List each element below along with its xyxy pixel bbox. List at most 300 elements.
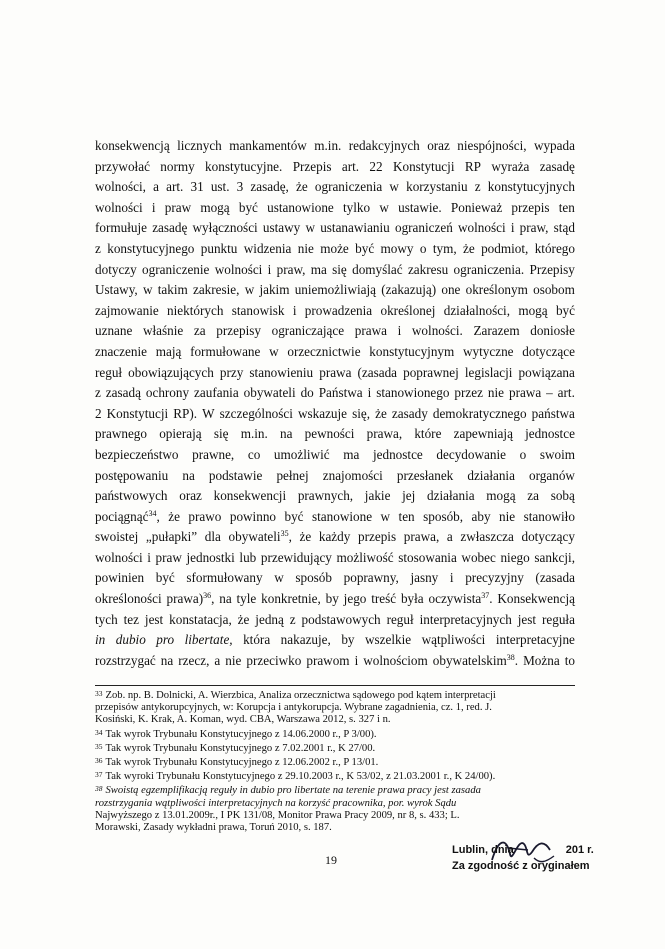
footnote-ref: 38 <box>506 652 515 662</box>
word: w <box>142 282 153 298</box>
word: wolności <box>95 199 143 215</box>
text-line <box>95 198 575 219</box>
footnote-line: 36 Tak wyrok Trybunału Konstytucyjnego z 12.06.2002 r., P 13/01. <box>95 756 379 769</box>
word: może <box>320 240 349 256</box>
text-line <box>95 157 575 178</box>
word: ustawie. <box>398 199 442 215</box>
word: prawa <box>354 323 387 339</box>
word: (zakazują) <box>381 282 437 298</box>
word: konstytucyjne. <box>205 158 283 174</box>
word: ograniczeń <box>394 220 453 236</box>
text-line <box>95 363 575 384</box>
word: zaufania <box>194 385 239 401</box>
word: Państwa <box>318 385 363 401</box>
word: w <box>269 343 279 359</box>
word: treść <box>371 591 397 607</box>
text-line <box>95 507 575 528</box>
word: zasadą <box>105 385 141 401</box>
word: którego <box>534 240 575 256</box>
word: prawo <box>188 508 222 524</box>
word: do <box>300 385 314 401</box>
word: oraz <box>179 488 202 504</box>
word: ochrony <box>145 385 190 401</box>
word: widzenia <box>243 240 292 256</box>
footnote-number: 34 <box>95 727 103 737</box>
word: praw <box>164 199 192 215</box>
word: rzecz, <box>178 652 210 668</box>
word: właśnie <box>142 323 184 339</box>
word: podstawowych <box>301 611 381 627</box>
word: m.in. <box>240 426 268 442</box>
word: Przepis <box>292 158 332 174</box>
word: prawom <box>306 652 350 668</box>
word: licznych <box>177 138 222 153</box>
word: ustanawianiu <box>320 220 390 236</box>
word: in <box>95 632 106 648</box>
word: się, <box>352 405 371 421</box>
word: że <box>296 179 308 195</box>
word: korzystaniu <box>406 179 468 195</box>
word: uniemożliwiają <box>294 282 376 298</box>
word: reguła <box>542 611 575 627</box>
footnote-line: 37 Tak wyroki Trybunału Konstytucyjnego z 29.10.2003 r., K 53/02, z 21.03.2001 r., K 24/00). <box>95 770 496 783</box>
word: państwa <box>531 405 575 421</box>
word: jedną <box>255 611 284 627</box>
word: prawnych, <box>297 488 354 504</box>
text-line <box>95 466 575 487</box>
word: organów <box>529 467 575 483</box>
word: a <box>214 652 221 668</box>
word: ma <box>343 446 360 462</box>
word: 31 <box>190 179 204 195</box>
word: przewidujący <box>260 549 332 565</box>
word: interpretacyjne <box>495 632 575 648</box>
word: wytyczne <box>463 343 514 359</box>
word: na <box>279 426 293 442</box>
word: takim <box>157 282 188 298</box>
word: działania <box>427 488 475 504</box>
word: swoistej <box>95 529 139 545</box>
word: w <box>379 199 389 215</box>
word: powinno <box>229 508 276 524</box>
footnote-ref: 36 <box>203 591 212 601</box>
word: sposób, <box>423 508 464 524</box>
word: ma <box>310 261 327 277</box>
text-line <box>95 568 575 589</box>
word: dla <box>204 529 221 545</box>
word: być <box>355 240 375 256</box>
word: praw, <box>276 261 306 277</box>
word: nie <box>297 240 314 256</box>
word: orzecznictwie <box>287 343 361 359</box>
certification-stamp <box>452 842 594 874</box>
word: że <box>168 508 180 524</box>
word: konstytucyjnych <box>487 179 575 195</box>
word: konsekwencją <box>95 138 170 153</box>
word: niektórych <box>167 302 224 318</box>
footnote-ref: 35 <box>280 529 289 539</box>
word: wyłączności <box>192 220 258 236</box>
word: i <box>510 220 515 236</box>
word: 22 <box>369 158 383 174</box>
footnote-number: 33 <box>95 689 103 698</box>
word: działania <box>467 467 515 483</box>
word: możliwość <box>336 549 394 565</box>
word: jego <box>343 591 367 607</box>
word: demokratycznego <box>432 405 527 421</box>
word: wyraża <box>491 158 530 174</box>
footnote-line: 33 Zob. np. B. Dolnicki, A. Wierzbica, Analiza orzecznictwa sądowego pod kątem interpretacji <box>95 689 496 701</box>
footnote-number: 37 <box>95 770 103 780</box>
word: tez <box>123 611 139 627</box>
word: nie <box>225 652 242 668</box>
word: podstawie <box>208 467 263 483</box>
word: znajomości <box>322 467 383 483</box>
footnote-line: 35 Tak wyrok Trybunału Konstytucyjnego z 7.02.2001 r., K 27/00. <box>95 741 376 754</box>
word: W <box>202 405 215 421</box>
word: to <box>564 652 575 668</box>
word: art. <box>557 385 575 401</box>
word: konsekwencji <box>213 488 287 504</box>
word: mogą <box>518 302 548 318</box>
word: podmiot, <box>481 240 529 256</box>
word: i <box>367 385 372 401</box>
word: umożliwić <box>273 446 330 462</box>
word: i <box>354 652 359 668</box>
footnote-line: przepisów antykorupcyjnych, w: Korupcja i antykorupcja. Wybrane zagadnienia, cz. 1, red. J. <box>95 702 492 714</box>
word: dotyczy <box>95 261 137 277</box>
word: mogą <box>200 199 230 215</box>
word: one <box>441 282 461 298</box>
footnote-number: 36 <box>95 756 103 766</box>
word: Konstytucji <box>106 405 169 421</box>
word: domyślać <box>352 261 403 277</box>
page-number: 19 <box>325 853 337 867</box>
word: ten <box>398 508 415 524</box>
word: ograniczające <box>271 323 345 339</box>
word: dotyczące <box>522 343 575 359</box>
word: na <box>219 591 232 607</box>
word: reguł <box>95 364 123 380</box>
word: które <box>414 426 442 442</box>
word: by <box>341 632 355 648</box>
word: wolnościom <box>363 652 428 668</box>
word: i <box>147 549 151 565</box>
word: pewności <box>304 426 355 442</box>
word: wolności. <box>411 323 463 339</box>
word: w <box>274 570 284 586</box>
word: w <box>389 179 399 195</box>
word: jej <box>402 488 416 504</box>
word: legislacji <box>464 364 513 380</box>
word: oraz <box>427 138 450 153</box>
word: za <box>193 323 206 339</box>
word: formułowane <box>190 343 261 359</box>
word: w <box>305 220 315 236</box>
word: przesłanek <box>396 467 454 483</box>
text-line <box>95 445 575 466</box>
word: normy <box>160 158 195 174</box>
text-line <box>95 321 575 342</box>
word: tylko <box>343 199 371 215</box>
word: mankamentów <box>229 138 307 153</box>
word: stanowionego <box>376 385 450 401</box>
word: na <box>182 467 195 483</box>
word: obowiązujących <box>128 364 214 380</box>
word: obywateli <box>243 385 296 401</box>
text-line <box>95 136 575 157</box>
word: a <box>446 529 453 545</box>
word: jest <box>144 611 164 627</box>
word: ograniczenia <box>314 179 383 195</box>
word: Zarazem <box>473 323 520 339</box>
word: Ustawy, <box>95 282 138 298</box>
word: niego <box>500 549 530 565</box>
footnote-line: 38 Swoistą egzemplifikacją reguły in dubio pro libertate na terenie prawa pracy jest zasada <box>95 784 481 797</box>
stamp-date-line: Lublin, dnia 201 r. <box>452 844 594 856</box>
word: przepis <box>358 529 397 545</box>
footnotes <box>95 688 575 834</box>
word: i <box>267 261 272 277</box>
word: bezpieczeństwo <box>95 446 179 462</box>
text-line <box>95 589 575 610</box>
word: uznane <box>95 323 133 339</box>
text-line <box>95 177 575 198</box>
stamp-certify-line: Za zgodność z oryginałem <box>452 860 590 872</box>
word: konstytucyjnego <box>107 240 195 256</box>
word: wolności <box>458 220 506 236</box>
word: na <box>160 652 174 668</box>
word: redakcyjnych <box>348 138 420 153</box>
word: m.in. <box>314 138 342 153</box>
word: pociągnąć$^{34}$, <box>95 508 160 524</box>
word: prawa <box>508 385 542 401</box>
word: się <box>332 261 347 277</box>
word: ustanowione <box>267 199 334 215</box>
word: być <box>155 570 175 586</box>
word: i <box>449 570 454 586</box>
word: każdy <box>318 529 351 545</box>
word: (zasada <box>357 364 398 380</box>
word: z <box>289 611 296 627</box>
word: że <box>299 529 312 545</box>
word: za <box>527 488 539 504</box>
word: i <box>292 302 297 318</box>
word: tyle <box>236 591 257 607</box>
text-line <box>95 383 575 404</box>
text-line <box>95 424 575 445</box>
word: w <box>244 282 255 298</box>
word: poprawnej <box>403 364 459 380</box>
word: przywołać <box>95 158 150 174</box>
footnote-number: 35 <box>95 741 103 751</box>
word: wskazuje <box>297 405 348 421</box>
word: która <box>243 632 271 648</box>
text-line <box>95 610 575 631</box>
word: wypada <box>533 138 575 153</box>
word: prawnego <box>95 426 147 442</box>
body-paragraph <box>95 136 575 671</box>
word: się <box>213 426 229 442</box>
text-line <box>95 260 575 281</box>
footnote-line: Morawski, Zasady wykładni prawa, Toruń 2010, s. 187. <box>95 822 332 834</box>
word: powiązana <box>518 364 575 380</box>
word: sformułowany <box>186 570 263 586</box>
word: wolności <box>95 549 143 565</box>
word: zasady <box>391 405 428 421</box>
footnote-separator <box>95 685 575 686</box>
word: była <box>400 591 424 607</box>
word: prawa, <box>403 529 440 545</box>
word: jest <box>517 611 537 627</box>
word: państwowych <box>95 488 168 504</box>
word: wszelkie <box>364 632 412 648</box>
word: decydowanie <box>436 446 506 462</box>
word: o <box>519 446 527 462</box>
word: by <box>325 591 339 607</box>
word: punktu <box>200 240 238 256</box>
word: obywateli$^{35}$, <box>228 529 292 545</box>
word: być <box>284 508 304 524</box>
text-line <box>95 527 575 548</box>
word: ograniczenia. <box>453 261 525 277</box>
word: art. <box>341 158 360 174</box>
word: sankcji, <box>534 549 575 565</box>
word: zwłaszcza <box>460 529 514 545</box>
word: postępowaniu <box>95 467 169 483</box>
word: powinien <box>95 570 145 586</box>
word: stanowiło <box>523 508 575 524</box>
word: zapewniają <box>453 426 513 442</box>
word: mogą <box>486 488 516 504</box>
word: prawa, <box>366 426 403 442</box>
word: przeciwko <box>246 652 302 668</box>
word: jakim <box>259 282 290 298</box>
word: mowy <box>380 240 414 256</box>
word: a <box>153 179 159 195</box>
word: określonym <box>465 282 528 298</box>
word: Przepisy <box>529 261 575 277</box>
word: wolności <box>214 261 263 277</box>
word: i <box>397 323 402 339</box>
word: art. <box>166 179 184 195</box>
word: dotyczący <box>521 529 575 545</box>
word: poprawny, <box>343 570 399 586</box>
text-line <box>95 404 575 425</box>
footnote-number: 38 <box>95 784 103 794</box>
word: zasadę, <box>250 179 289 195</box>
word: stanowieniu <box>249 364 314 380</box>
word: z <box>474 179 481 195</box>
text-line <box>95 548 575 569</box>
word: być <box>555 302 575 318</box>
word: ust. <box>210 179 230 195</box>
word: wolności, <box>95 179 146 195</box>
word: libertate, <box>184 632 233 648</box>
word: rozstrzygać <box>95 652 156 668</box>
word: praw <box>155 549 182 565</box>
word: być <box>238 199 258 215</box>
word: przy <box>219 364 244 380</box>
word: aby <box>471 508 491 524</box>
footnote-ref: 37 <box>481 591 490 601</box>
word: zakresie, <box>192 282 240 298</box>
word: przepis <box>511 199 550 215</box>
word: RP). <box>173 405 198 421</box>
word: (zasada <box>535 570 575 586</box>
word: stanowione <box>311 508 373 524</box>
word: przepisy <box>216 323 261 339</box>
word: – <box>546 385 553 401</box>
word: nie <box>499 508 516 524</box>
word: że <box>463 240 475 256</box>
text-line <box>95 651 575 672</box>
word: oczywista$^{37}$. <box>428 591 493 607</box>
word: Konstytucji <box>392 158 455 174</box>
word: Można <box>523 652 560 668</box>
word: doniosłe <box>530 323 575 339</box>
word: formułuje <box>95 220 148 236</box>
text-line <box>95 630 575 651</box>
word: konkretnie, <box>261 591 321 607</box>
word: określonej <box>380 302 436 318</box>
footnote-line: 34 Tak wyrok Trybunału Konstytucyjnego z 14.06.2000 r., P 3/00). <box>95 727 377 740</box>
text-line <box>95 239 575 260</box>
word: z <box>95 240 101 256</box>
word: prowadzenia <box>304 302 373 318</box>
text-line <box>95 486 575 507</box>
text-line <box>95 218 575 239</box>
word: precyzyjny <box>465 570 524 586</box>
word: o <box>419 240 427 256</box>
word: wątpliwości <box>421 632 486 648</box>
word: Konsekwencją <box>497 591 575 607</box>
word: prawne, <box>192 446 235 462</box>
word: pełnej <box>276 467 309 483</box>
text-line <box>95 342 575 363</box>
footnote-line: rozstrzygania wątpliwości interpretacyjnych na korzyść pracownika, por. wyrok Sądu <box>95 797 457 809</box>
word: przez <box>454 385 483 401</box>
word: prawa <box>319 364 352 380</box>
footnote-line: Kosiński, K. Krak, A. Koman, wyd. CBA, Warszawa 2012, s. 327 i n. <box>95 714 391 726</box>
word: co <box>247 446 261 462</box>
word: wobec <box>461 549 496 565</box>
word: tych <box>95 611 118 627</box>
word: z <box>95 385 101 401</box>
word: tym, <box>432 240 457 256</box>
word: „pułapki” <box>145 529 198 545</box>
word: ten <box>558 199 575 215</box>
word: mają <box>155 343 182 359</box>
word: jednostki <box>186 549 235 565</box>
text-line <box>95 280 575 301</box>
word: sobą <box>550 488 575 504</box>
word: jednostce <box>372 446 423 462</box>
word: zasadę <box>539 158 575 174</box>
word: 2 <box>95 405 102 421</box>
word: praw, <box>519 220 549 236</box>
footnote-line: Najwyższego z 13.01.2009r., I PK 131/08, Monitor Prawa Pracy 2009, nr 8, s. 433; L. <box>95 809 460 821</box>
word: stosowania <box>398 549 457 565</box>
word: konstytucyjnym <box>369 343 455 359</box>
word: dubio <box>115 632 146 648</box>
word: interpretacyjnych <box>419 611 512 627</box>
word: i <box>151 199 156 215</box>
word: zakresu <box>407 261 449 277</box>
word: ustawy <box>262 220 301 236</box>
word: 3 <box>236 179 244 195</box>
word: w <box>380 508 391 524</box>
